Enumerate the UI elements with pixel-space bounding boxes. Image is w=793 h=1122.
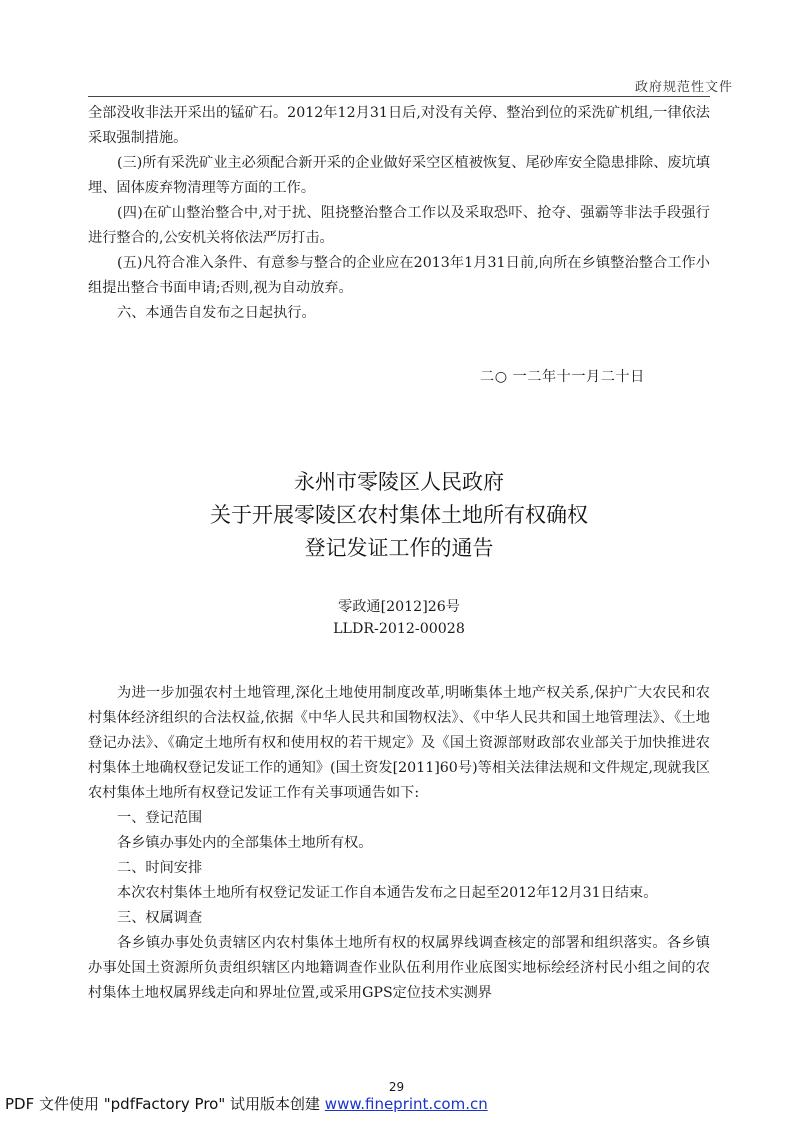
registration-code: LLDR-2012-00028	[333, 621, 465, 637]
paragraph: (四)在矿山整治整合中,对于扰、阻挠整治整合工作以及采取恐吓、抢夺、强霸等非法手段强行进行整合的,公安机关将依法严厉打击。	[88, 205, 710, 246]
section-heading: 二、时间安排	[117, 860, 203, 876]
paragraph: 为进一步加强农村土地管理,深化土地使用制度改革,明晰集体土地产权关系,保护广大农民和农村集体经济组织的合法权益,依据《中华人民共和国物权法》、《中华人民共和国土地管理法》、《土地登记办法》、《确定土地所有权和使用权的若干规定》及《国土资源部财政部农业部关于加快推进农村集体土地确权登记发证工作的通知》(国土资发[2011]60号)等相关法律法规和文件规定,现就我区农村集体土地所有权登记发证工作有关事项通告如下:	[88, 685, 710, 801]
notice-body	[88, 681, 710, 1006]
title-line: 永州市零陵区人民政府	[294, 470, 504, 494]
paragraph: 各乡镇办事处负责辖区内农村集体土地所有权的权属界线调查核定的部署和组织落实。各乡镇办事处国土资源所负责组织辖区内地籍调查作业队伍利用作业底图实地标绘经济村民小组之间的农村集体土地权属界线走向和界址位置,或采用GPS定位技术实测界	[88, 935, 710, 1001]
page-number: 29	[388, 1080, 405, 1094]
paragraph: (三)所有采洗矿业主必须配合新开采的企业做好采空区植被恢复、尾砂库安全隐患排除、废坑填埋、固体废弃物清理等方面的工作。	[88, 155, 710, 196]
previous-notice-tail	[88, 101, 710, 326]
header-label: 政府规范性文件	[634, 80, 733, 95]
paragraph: 本次农村集体土地所有权登记发证工作自本通告发布之日起至2012年12月31日结束。	[117, 885, 658, 901]
paragraph: 各乡镇办事处内的全部集体土地所有权。	[117, 835, 373, 851]
footer-link[interactable]: www.fineprint.com.cn	[324, 1095, 488, 1113]
title-line: 登记发证工作的通告	[304, 536, 494, 560]
paragraph: 全部没收非法开采出的锰矿石。2012年12月31日后,对没有关停、整治到位的采洗矿机组,一律依法采取强制措施。	[88, 105, 710, 146]
title-line: 关于开展零陵区农村集体土地所有权确权	[210, 503, 588, 527]
document-number: 零政通[2012]26号	[338, 599, 460, 615]
issue-date: 二○ 一二年十一月二十日	[480, 369, 645, 385]
document-number-block	[88, 596, 710, 640]
section-heading: 一、登记范围	[117, 810, 203, 826]
footer-text: PDF 文件使用 "pdfFactory Pro" 试用版本创建	[5, 1095, 321, 1113]
header-divider	[88, 96, 710, 97]
notice-title	[88, 466, 710, 565]
paragraph: (五)凡符合准入条件、有意参与整合的企业应在2013年1月31日前,向所在乡镇整治整合工作小组提出整合书面申请;否则,视为自动放弃。	[88, 255, 710, 296]
section-heading: 三、权属调查	[117, 910, 203, 926]
paragraph: 六、本通告自发布之日起执行。	[117, 305, 316, 321]
pdf-footer	[5, 1093, 488, 1114]
